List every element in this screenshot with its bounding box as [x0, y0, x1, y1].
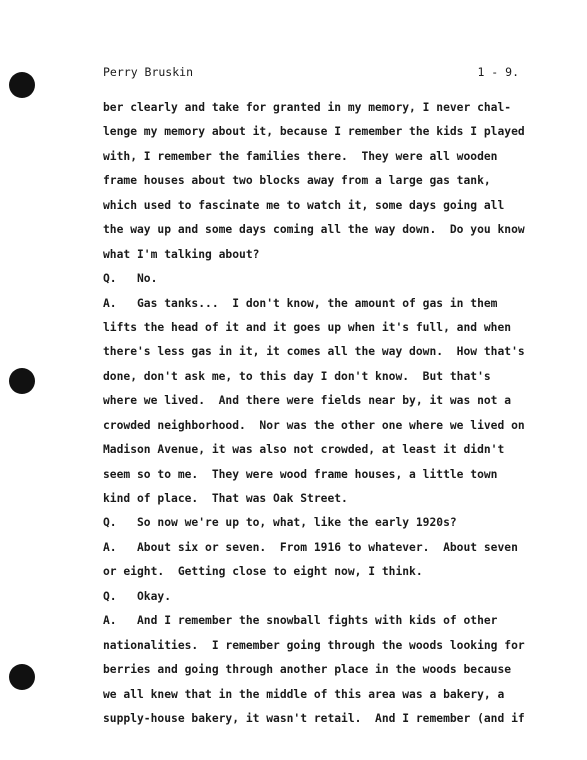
transcript-line: A. And I remember the snowball fights with kids of other	[103, 614, 498, 628]
transcript-line: A. About six or seven. From 1916 to whatever. About seven	[103, 540, 518, 554]
transcript-line: which used to fascinate me to watch it, some days going all	[103, 198, 505, 212]
page-header	[103, 64, 519, 80]
page-number: 1 - 9.	[477, 65, 519, 79]
transcript-line: Q. Okay.	[103, 589, 172, 603]
transcript-body	[103, 96, 523, 731]
transcript-line: crowded neighborhood. Nor was the other one where we lived on	[103, 418, 525, 432]
punch-hole	[9, 368, 35, 394]
punch-hole	[9, 72, 35, 98]
transcript-line: we all knew that in the middle of this area was a bakery, a	[103, 687, 505, 701]
transcript-line: frame houses about two blocks away from a large gas tank,	[103, 174, 491, 188]
transcript-line: with, I remember the families there. They were all wooden	[103, 149, 498, 163]
transcript-line: there's less gas in it, it comes all the way down. How that's	[103, 345, 525, 359]
transcript-line: A. Gas tanks... I don't know, the amount of gas in them	[103, 296, 498, 310]
transcript-line: what I'm talking about?	[103, 247, 260, 261]
transcript-line: where we lived. And there were fields near by, it was not a	[103, 394, 512, 408]
transcript-line: nationalities. I remember going through the woods looking for	[103, 638, 525, 652]
transcript-line: Q. So now we're up to, what, like the early 1920s?	[103, 516, 457, 530]
transcript-line: or eight. Getting close to eight now, I think.	[103, 565, 423, 579]
transcript-line: lifts the head of it and it goes up when it's full, and when	[103, 320, 512, 334]
transcript-line: Madison Avenue, it was also not crowded, at least it didn't	[103, 443, 505, 457]
transcript-line: seem so to me. They were wood frame houses, a little town	[103, 467, 498, 481]
transcript-line: kind of place. That was Oak Street.	[103, 492, 348, 505]
transcript-line: lenge my memory about it, because I remember the kids I played	[103, 125, 525, 139]
transcript-line: Q. No.	[103, 272, 158, 286]
transcript-line: ber clearly and take for granted in my memory, I never chal-	[103, 101, 512, 114]
transcript-line: done, don't ask me, to this day I don't know. But that's	[103, 369, 491, 383]
transcript-line: berries and going through another place in the woods because	[103, 663, 512, 677]
transcript-line: supply-house bakery, it wasn't retail. And I remember (and if	[103, 711, 525, 725]
interviewee-name: Perry Bruskin	[103, 65, 194, 79]
punch-hole	[9, 664, 35, 690]
transcript-line: the way up and some days coming all the way down. Do you know	[103, 223, 525, 237]
